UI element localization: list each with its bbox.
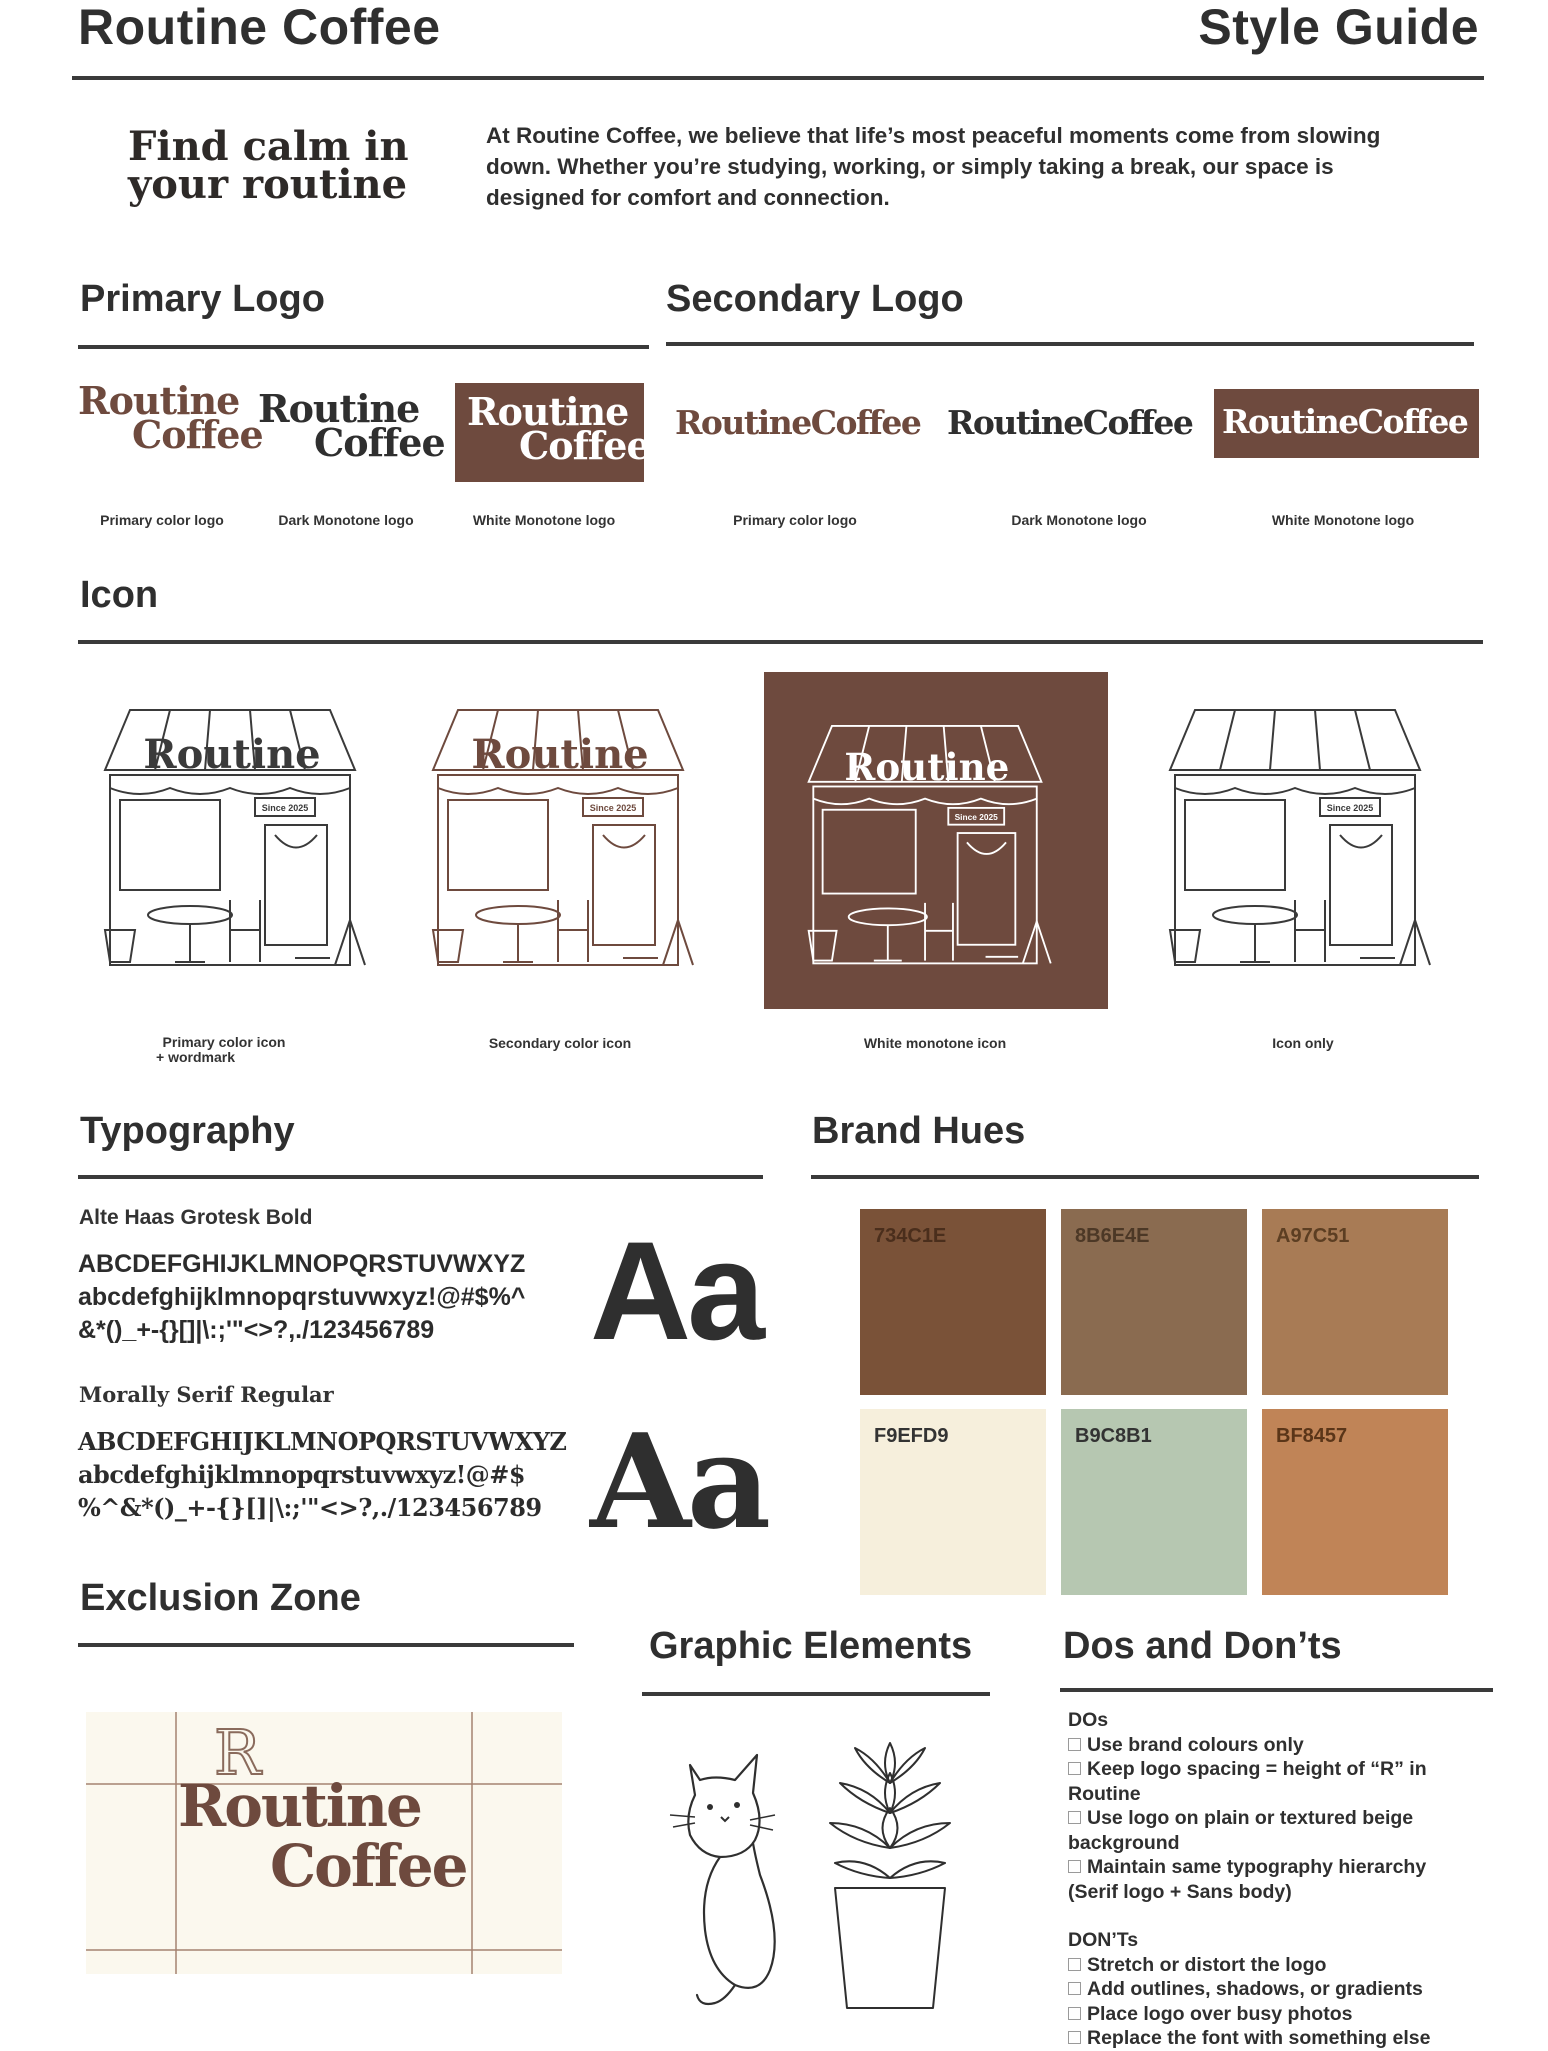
checkbox-icon xyxy=(1068,1958,1081,1971)
do-item-continued: Routine xyxy=(1068,1782,1141,1805)
dont-item xyxy=(1068,1977,1508,2002)
primary-logo-heading: Primary Logo xyxy=(80,278,325,320)
logo-line-routine: Routine xyxy=(178,1772,421,1840)
typography-heading: Typography xyxy=(80,1110,295,1152)
graphic-elements-rule xyxy=(642,1692,990,1696)
do-item-text: Use logo on plain or textured beige xyxy=(1087,1807,1414,1829)
logo-line-coffee: Coffee xyxy=(314,420,445,465)
icon-caption-3: White monotone icon xyxy=(863,1035,1007,1051)
tagline-line-2: your routine xyxy=(128,161,408,208)
checkbox-icon xyxy=(1068,1860,1081,1873)
primary-logo-white-panel xyxy=(455,383,650,482)
style-guide-title: Style Guide xyxy=(1198,0,1479,55)
swatch-a97c51 xyxy=(1262,1209,1448,1395)
font-2-name: Morally Serif Regular xyxy=(79,1382,334,1407)
do-item-continued: background xyxy=(1068,1831,1180,1854)
since-sign-text: Since 2025 xyxy=(261,803,309,813)
primary-caption-2: Dark Monotone logo xyxy=(278,512,414,528)
logo-line-coffee: Coffee xyxy=(132,412,263,457)
do-item xyxy=(1068,1757,1508,1782)
icon-heading: Icon xyxy=(80,574,159,616)
do-item-text: Use brand colours only xyxy=(1087,1733,1304,1756)
guide-letter-r: R xyxy=(214,1716,261,1789)
secondary-logo-heading: Secondary Logo xyxy=(666,278,964,320)
brand-hues-heading: Brand Hues xyxy=(812,1110,1026,1152)
font-1-line-3: &*()_+-{}[]|\:;'"<>?,./123456789 xyxy=(78,1316,435,1344)
tagline xyxy=(128,123,409,208)
awning-text: Routine xyxy=(844,744,1010,789)
awning-text: Routine xyxy=(143,731,321,778)
exclusion-zone-heading: Exclusion Zone xyxy=(80,1577,361,1619)
swatch-f9efd9 xyxy=(860,1409,1046,1595)
secondary-logo-dark: RoutineCoffee xyxy=(947,403,1193,442)
font-1-line-1: ABCDEFGHIJKLMNOPQRSTUVWXYZ xyxy=(78,1250,526,1278)
icon-caption-1-line-1: Primary color icon xyxy=(162,1034,286,1050)
exclusion-logo xyxy=(178,1772,467,1900)
swatch-hex-label: BF8457 xyxy=(1276,1425,1348,1447)
do-item-text: Keep logo spacing = height of “R” in xyxy=(1087,1758,1427,1780)
dont-item-text: Replace the font with something else xyxy=(1087,2027,1431,2049)
dos-donts-list xyxy=(1068,1708,1508,2051)
since-sign-text: Since 2025 xyxy=(1326,803,1374,813)
icon-caption-1 xyxy=(134,1035,314,1065)
donts-title: DON’Ts xyxy=(1068,1929,1139,1951)
swatch-8b6e4e xyxy=(1061,1209,1247,1395)
swatch-734c1e xyxy=(860,1209,1046,1395)
dont-item xyxy=(1068,2002,1508,2027)
do-item xyxy=(1068,1733,1508,1758)
do-item xyxy=(1068,1855,1508,1880)
white-icon-panel xyxy=(764,672,1108,1009)
font-2-line-3: %^&*()_+-{}[]|\:;'"<>?,./123456789 xyxy=(78,1493,542,1522)
exclusion-zone-panel xyxy=(86,1712,562,1974)
secondary-logo-white-panel xyxy=(1214,389,1479,458)
checkbox-icon xyxy=(1068,2007,1081,2020)
awning-text: Routine xyxy=(471,731,649,778)
swatch-hex-label: 8B6E4E xyxy=(1075,1225,1150,1247)
icon-rule xyxy=(78,640,1483,644)
cafe-storefront-icon xyxy=(100,700,390,980)
brand-hues-rule xyxy=(811,1175,1479,1179)
font-2-sample: Aa xyxy=(590,1405,768,1558)
brand-title: Routine Coffee xyxy=(78,0,441,55)
font-1-glyphs xyxy=(78,1248,525,1347)
primary-caption-1: Primary color logo xyxy=(100,512,224,528)
primary-logo-color xyxy=(78,378,263,457)
icon-caption-2: Secondary color icon xyxy=(488,1035,632,1051)
do-item xyxy=(1068,1806,1508,1831)
spacer xyxy=(1068,1904,1508,1928)
swatch-hex-label: A97C51 xyxy=(1276,1225,1350,1247)
font-1-line-2: abcdefghijklmnopqrstuvwxyz!@#$%^ xyxy=(78,1283,526,1311)
font-2-line-2: abcdefghijklmnopqrstuvwxyz!@#$ xyxy=(78,1460,526,1489)
dont-item-text: Stretch or distort the logo xyxy=(1087,1953,1327,1976)
dont-item xyxy=(1068,2026,1508,2051)
dont-item-text: Place logo over busy photos xyxy=(1087,2002,1353,2025)
succulent-pot-illustration xyxy=(825,1738,955,2013)
checkbox-icon xyxy=(1068,2031,1081,2044)
font-2-glyphs xyxy=(78,1425,566,1524)
cafe-storefront-icon xyxy=(1165,700,1455,980)
swatch-bf8457 xyxy=(1262,1409,1448,1595)
secondary-caption-1: Primary color logo xyxy=(733,512,857,528)
intro-paragraph: At Routine Coffee, we believe that life’s most peaceful moments come from slowing down. Whether you’re studying, working, or simply taking a break, our space is designed for comfort and connection. xyxy=(486,123,1381,210)
tagline-line-1: Find calm in xyxy=(128,123,409,170)
secondary-caption-2: Dark Monotone logo xyxy=(1011,512,1147,528)
dos-donts-rule xyxy=(1060,1688,1493,1692)
secondary-logo-rule xyxy=(666,342,1474,346)
font-1-name: Alte Haas Grotesk Bold xyxy=(79,1206,313,1229)
since-sign-text: Since 2025 xyxy=(954,812,998,822)
since-sign-text: Since 2025 xyxy=(589,803,637,813)
exclusion-zone-rule xyxy=(78,1643,574,1647)
swatch-b9c8b1 xyxy=(1061,1409,1247,1595)
font-1-sample: Aa xyxy=(590,1212,761,1369)
logo-line-coffee: Coffee xyxy=(519,423,650,468)
logo-line-routine: Routine xyxy=(258,386,420,431)
dos-title: DOs xyxy=(1068,1709,1109,1731)
secondary-logo-color: RoutineCoffee xyxy=(675,403,921,442)
do-item-text: Maintain same typography hierarchy xyxy=(1087,1856,1427,1878)
cafe-storefront-icon xyxy=(428,700,718,980)
primary-logo-white xyxy=(467,389,650,468)
cat-illustration xyxy=(665,1745,795,2010)
checkbox-icon xyxy=(1068,1762,1081,1775)
secondary-caption-3: White Monotone logo xyxy=(1271,512,1415,528)
primary-logo-dark xyxy=(258,386,445,465)
do-item-continued: (Serif logo + Sans body) xyxy=(1068,1880,1292,1903)
secondary-logo-white: RoutineCoffee xyxy=(1222,402,1468,441)
dont-item xyxy=(1068,1953,1508,1978)
font-2-line-1: ABCDEFGHIJKLMNOPQRSTUVWXYZ xyxy=(78,1427,567,1456)
swatch-hex-label: 734C1E xyxy=(874,1225,947,1247)
checkbox-icon xyxy=(1068,1738,1081,1751)
header-rule xyxy=(72,76,1484,80)
swatch-hex-label: F9EFD9 xyxy=(874,1425,949,1447)
icon-caption-4: Icon only xyxy=(1272,1035,1334,1051)
logo-line-routine: Routine xyxy=(467,389,629,434)
typography-rule xyxy=(78,1175,763,1179)
logo-line-coffee: Coffee xyxy=(270,1832,467,1900)
dont-item-text: Add outlines, shadows, or gradients xyxy=(1087,1978,1423,2000)
graphic-elements-heading: Graphic Elements xyxy=(649,1625,973,1667)
swatch-hex-label: B9C8B1 xyxy=(1075,1425,1152,1447)
icon-caption-1-line-2: + wordmark xyxy=(156,1049,235,1065)
checkbox-icon xyxy=(1068,1982,1081,1995)
dos-donts-heading: Dos and Don’ts xyxy=(1063,1625,1342,1667)
logo-line-routine: Routine xyxy=(78,378,240,423)
primary-caption-3: White Monotone logo xyxy=(472,512,616,528)
checkbox-icon xyxy=(1068,1811,1081,1824)
primary-logo-rule xyxy=(78,345,649,349)
cafe-storefront-icon xyxy=(804,712,1074,982)
